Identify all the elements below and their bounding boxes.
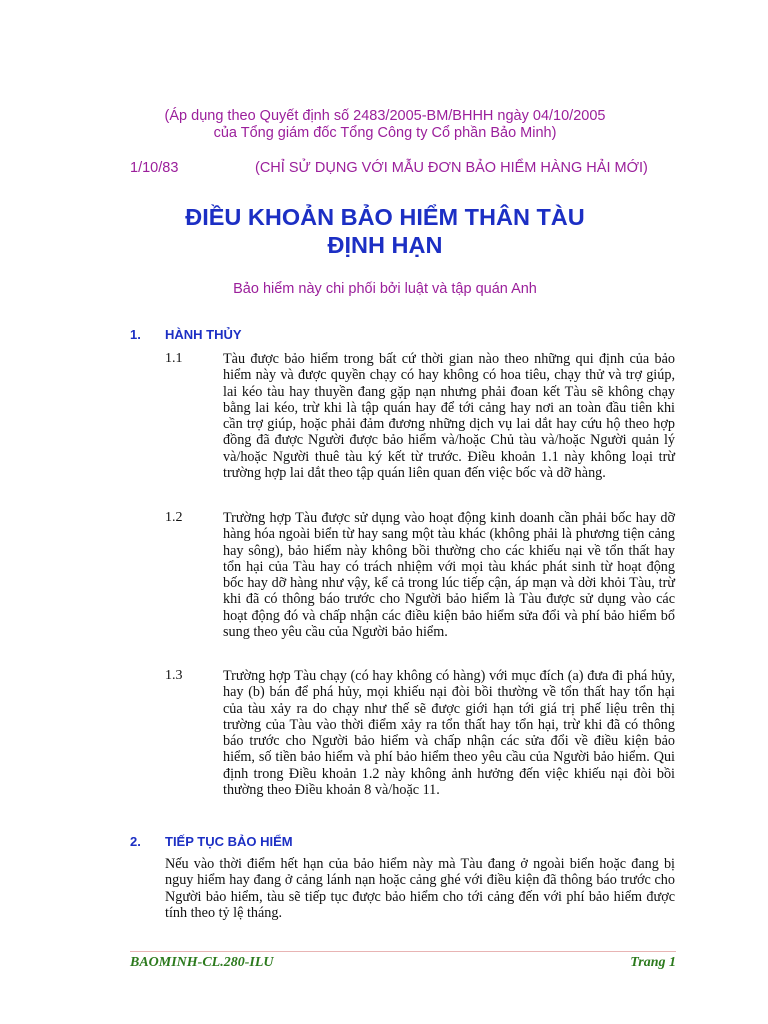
- section-title: TIẾP TỤC BẢO HIỂM: [165, 834, 293, 849]
- clause-text: Trường hợp Tàu được sử dụng vào hoạt động kinh doanh cần phải bốc hay dỡ hàng hóa ngoài biển từ hay sang một tàu khác (không phải là phương tiện cảng hay sông), bảo hiểm này không bồi thường cho các khiếu nại về tổn thất hay tổn hại của Tàu hay có trách nhiệm với mọi tàu khác phát sinh từ hoạt động bốc hay dỡ hàng như vậy, kể cả trong lúc tiếp cận, áp mạn và dời khỏi Tàu, trừ khi đã có thông báo trước cho Người bảo hiểm là Tàu được sử dụng vào các hoạt động đó và chấp nhận các điều kiện bảo hiểm sửa đổi và phí bảo hiểm bổ sung theo yêu cầu của Người bảo hiểm.: [223, 510, 675, 641]
- applied-line-1: (Áp dụng theo Quyết định số 2483/2005-BM/BHHH ngày 04/10/2005: [164, 108, 606, 124]
- clause-text: Trường hợp Tàu chạy (có hay không có hàng) với mục đích (a) đưa đi phá hủy, hay (b) bán để phá hủy, mọi khiếu nại đòi bồi thường về tổn thất hay tổn hại của tàu xảy ra do chạy như thế sẽ được giới hạn tới giá trị phế liệu trên thị trường của Tàu vào thời điểm xảy ra tổn thất hay tổn hại, trừ khi đã có thông báo trước cho Người bảo hiểm và chấp nhận các sửa đổi về điều kiện bảo hiểm, số tiền bảo hiểm và phí bảo hiểm theo yêu cầu của Người bảo hiểm. Qui định trong Điều khoản 1.2 này không ảnh hưởng đến việc khiếu nại đòi bồi thường theo Điều khoản 8 và/hoặc 11.: [223, 668, 675, 799]
- version-date: 1/10/83: [130, 160, 179, 176]
- applied-line-2: của Tổng giám đốc Tổng Công ty Cổ phần Bảo Minh): [213, 125, 557, 141]
- governing-law-subtitle: Bảo hiểm này chi phối bởi luật và tập quán Anh: [233, 281, 537, 297]
- footer-divider: [130, 951, 676, 952]
- section-number: 2.: [130, 834, 141, 849]
- clause-text: Tàu được bảo hiểm trong bất cứ thời gian nào theo những qui định của bảo hiểm này và được quyền chạy có hay không có hoa tiêu, chạy thử và trợ giúp, lai kéo tàu hay thuyền đang gặp nạn nhưng phải đoan kết Tàu sẽ không chạy bằng lai kéo, trừ khi là tập quán hay để tới cảng hay nơi an toàn đầu tiên khi cần trợ giúp, hoặc phải đảm đương những dịch vụ lai dắt hay cứu hộ theo hợp đồng đã được Người được bảo hiểm và/hoặc Chủ tàu và/hoặc Người quản lý và/hoặc Người thuê tàu ký kết từ trước. Điều khoản 1.1 này không loại trừ trường hợp lai dắt theo tập quán liên quan đến việc bốc và dỡ hàng.: [223, 351, 675, 482]
- version-row: [130, 160, 690, 180]
- section-paragraph: Nếu vào thời điểm hết hạn của bảo hiểm này mà Tàu đang ở ngoài biển hoặc đang bị nguy hiểm hay đang ở cảng lánh nạn hoặc cảng ghé với điều kiện đã thông báo trước cho Người bảo hiểm, tàu sẽ tiếp tục được bảo hiểm cho tới cảng đến với phí bảo hiểm được tính theo tỷ lệ tháng.: [165, 856, 675, 921]
- section-number: 1.: [130, 327, 141, 342]
- title-line-2: ĐỊNH HẠN: [327, 232, 443, 258]
- document-title: [110, 203, 660, 259]
- applied-decision-note: [120, 108, 650, 142]
- clause-number: 1.2: [165, 510, 183, 525]
- clause-number: 1.1: [165, 351, 183, 366]
- footer-document-code: BAOMINH-CL.280-ILU: [130, 955, 274, 970]
- title-line-1: ĐIỀU KHOẢN BẢO HIỂM THÂN TÀU: [185, 204, 585, 230]
- clause-number: 1.3: [165, 668, 183, 683]
- section-title: HÀNH THỦY: [165, 327, 242, 342]
- usage-note: (CHỈ SỬ DỤNG VỚI MẪU ĐƠN BẢO HIỂM HÀNG HẢI MỚI): [255, 160, 648, 176]
- footer-page-number: Trang 1: [630, 955, 676, 970]
